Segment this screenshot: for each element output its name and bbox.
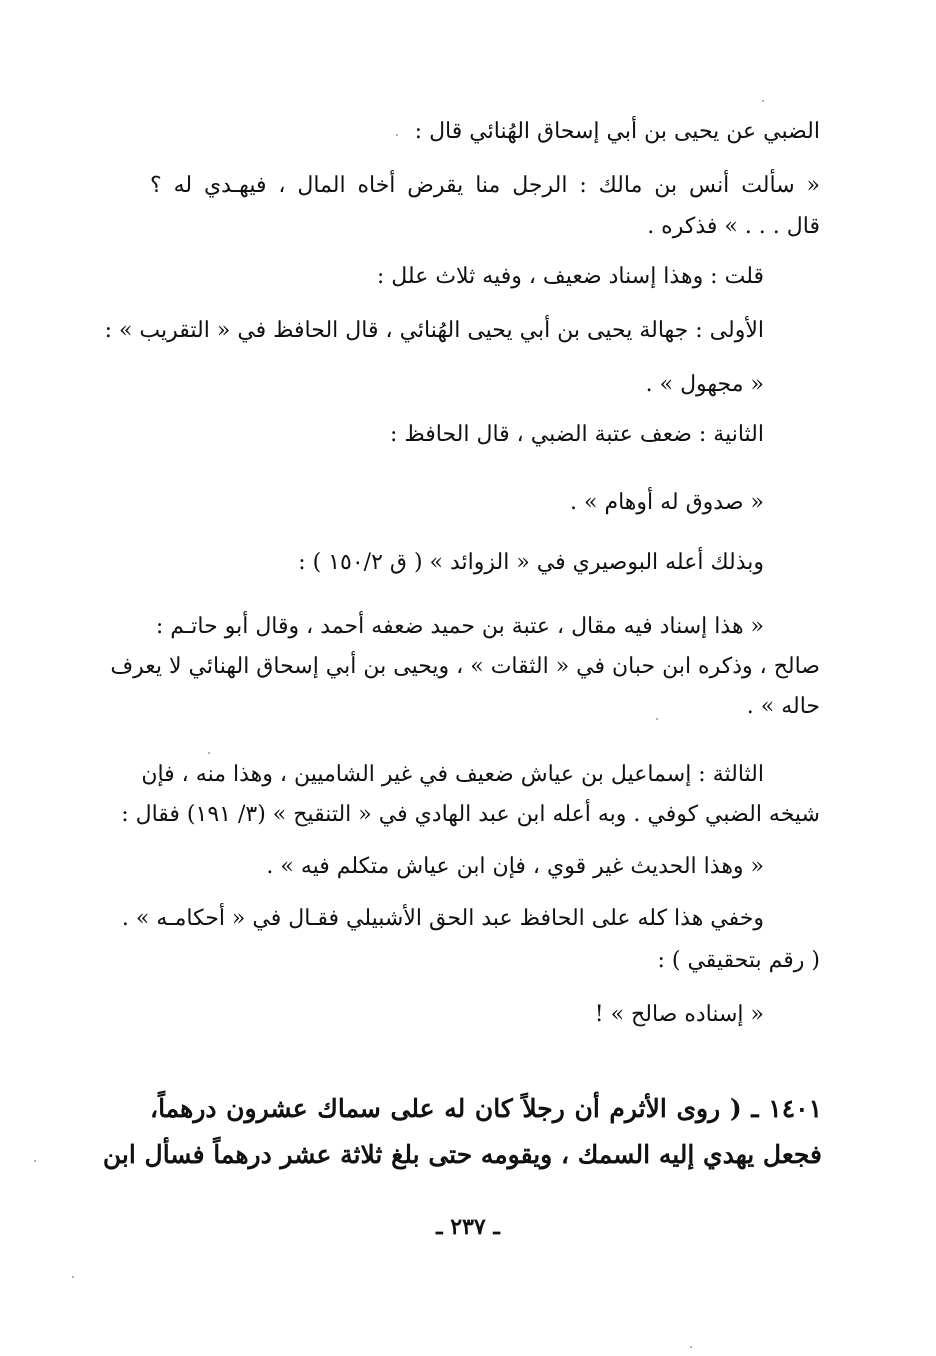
scan-speck <box>690 1346 692 1348</box>
text-line: « إسناده صالح » ! <box>594 1002 764 1027</box>
text-line: الضبي عن يحيى بن أبي إسحاق الهُنائي قال : <box>414 119 820 144</box>
text-line: شيخه الضبي كوفي . وبه أعله ابن عبد الهادي في « التنقيح » (٣/ ١٩١) فقال : <box>121 802 820 827</box>
scan-speck <box>208 752 210 754</box>
text-line: « صدوق له أوهام » . <box>570 490 764 515</box>
text-line: حاله » . <box>746 694 820 719</box>
text-line: « مجهول » . <box>645 372 764 397</box>
text-line: « هذا إسناد فيه مقال ، عتبة بن حميد ضعفه أحمد ، وقال أبو حاتـم : <box>155 614 764 639</box>
text-line: صالح ، وذكره ابن حبان في « الثقات » ، ويحيى بن أبي إسحاق الهنائي لا يعرف <box>110 654 820 679</box>
scan-speck <box>72 1276 74 1278</box>
text-line: الثالثة : إسماعيل بن عياش ضعيف في غير الشاميين ، وهذا منه ، فإن <box>141 762 764 787</box>
text-line: « وهذا الحديث غير قوي ، فإن ابن عياش متكلم فيه » . <box>266 854 764 879</box>
text-line: وخفي هذا كله على الحافظ عبد الحق الأشبيلي فقـال في « أحكامـه » . <box>121 906 764 931</box>
scan-speck <box>762 100 764 102</box>
text-line-bold: ١٤٠١ ـ ( روى الأثرم أن رجلاً كان له على سماك عشرون درهماً، <box>150 1094 822 1123</box>
scan-speck <box>656 718 658 720</box>
scan-speck <box>396 134 398 136</box>
text-line: الأولى : جهالة يحيى بن أبي يحيى الهُنائي ، قال الحافظ في « التقريب » : <box>104 318 764 343</box>
text-line: الثانية : ضعف عتبة الضبي ، قال الحافظ : <box>389 422 764 447</box>
scan-speck <box>34 1160 36 1162</box>
text-line: قلت : وهذا إسناد ضعيف ، وفيه ثلاث علل : <box>376 264 764 289</box>
page-number: ـ ٢٣٧ ـ <box>436 1214 500 1240</box>
text-line: وبذلك أعله البوصيري في « الزوائد » ( ق ١٥٠/٢ ) : <box>298 550 764 575</box>
text-line-bold: فجعل يهدي إليه السمك ، ويقومه حتى بلغ ثلاثة عشر درهماً فسأل ابن <box>102 1140 822 1169</box>
text-line: ( رقم بتحقيقي ) : <box>657 948 820 973</box>
text-line: قال . . . » فذكره . <box>647 214 820 239</box>
text-line: « سألت أنس بن مالك : الرجل منا يقرض أخاه المال ، فيهـدي له ؟ <box>150 173 820 198</box>
